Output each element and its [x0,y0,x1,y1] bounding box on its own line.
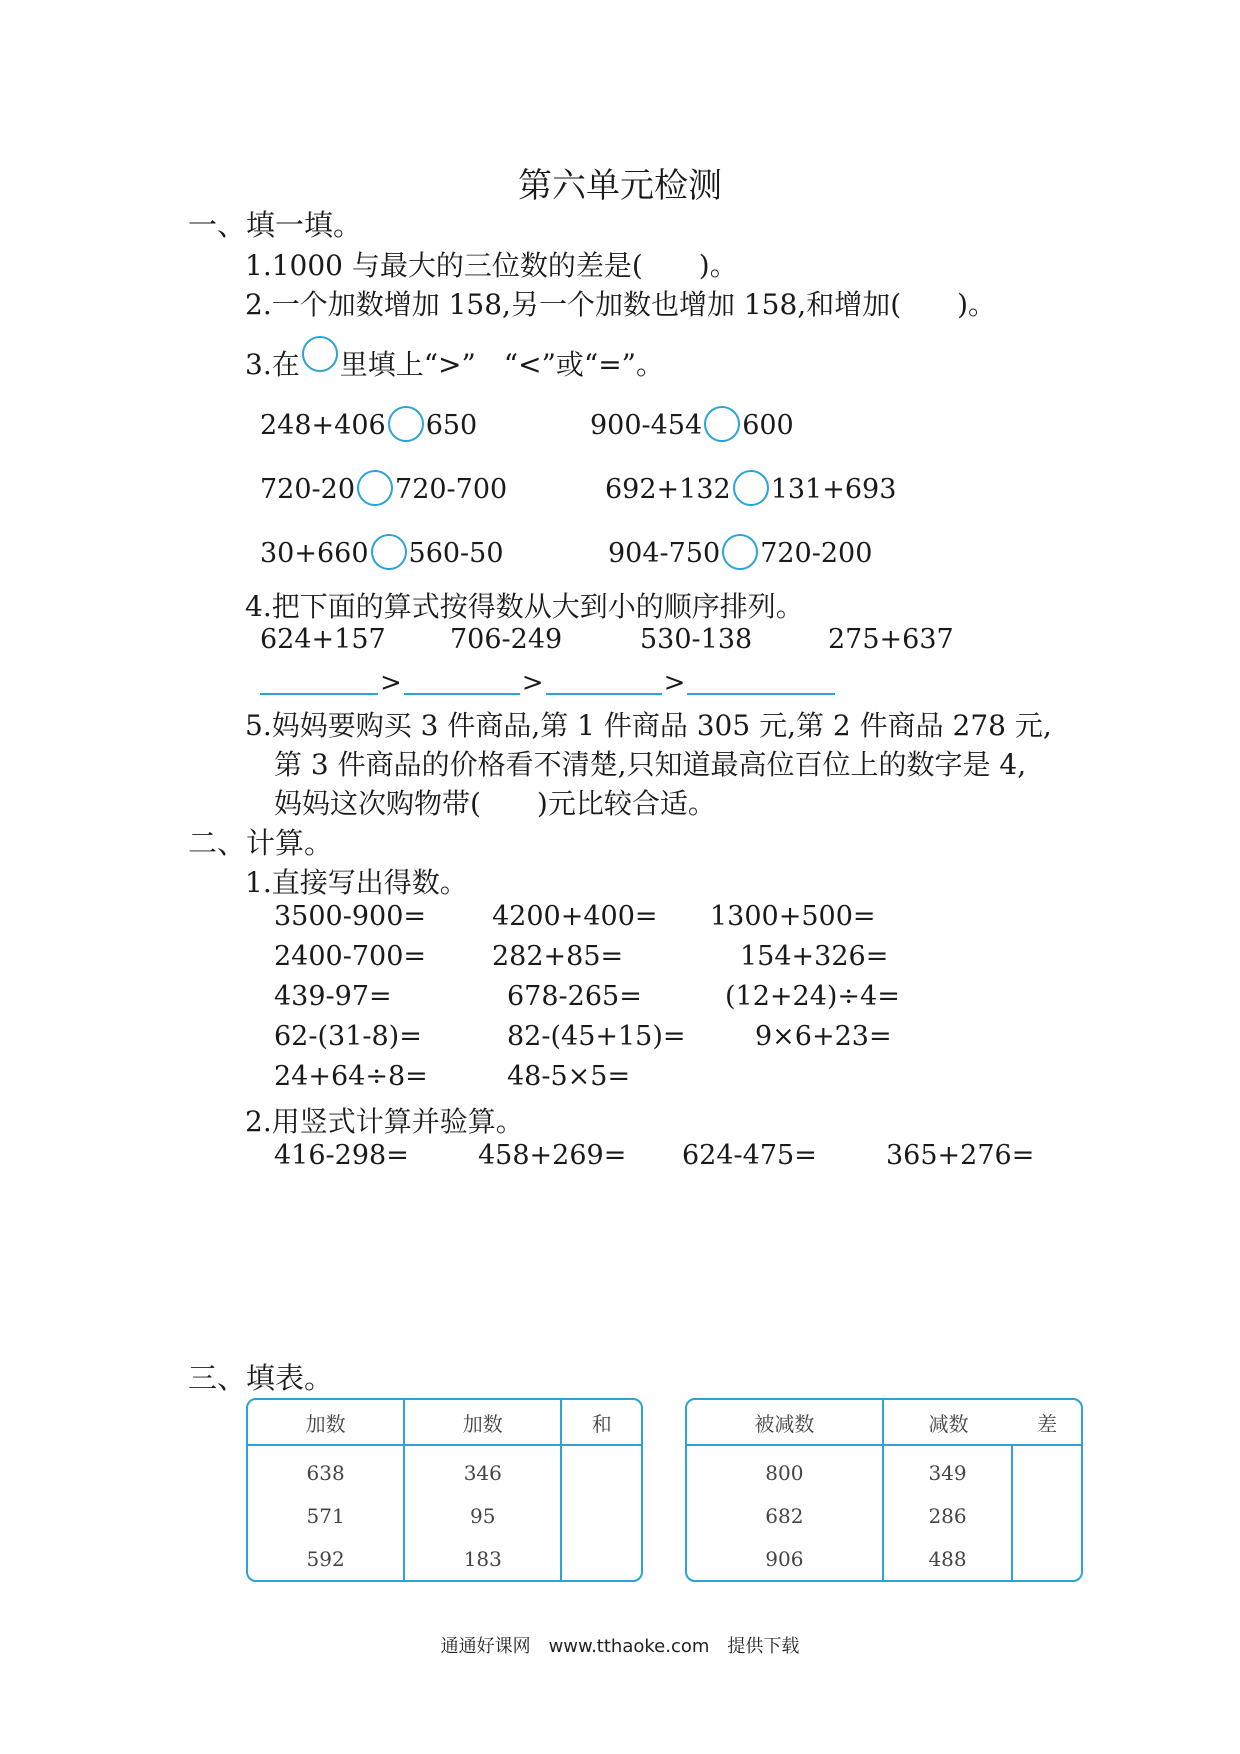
table-cell: 638 [248,1446,405,1494]
calc-item: 154+326= [740,941,889,972]
table-cell: 346 [405,1446,562,1494]
table-cell: 592 [248,1537,405,1580]
calc-item: 282+85= [492,941,624,972]
order-expr: 275+637 [828,624,954,655]
calc-item: 62-(31-8)= [274,1021,422,1052]
calc-item: 48-5×5= [507,1061,631,1092]
order-expr: 530-138 [640,624,753,655]
answer-blank[interactable] [260,665,378,695]
compare-right: 720-200 [760,538,873,569]
compare-left: 248+406 [260,410,386,441]
answer-cell[interactable] [1013,1446,1081,1494]
addition-table [246,1398,643,1582]
table-header: 减数 [884,1400,1014,1446]
compare-circle[interactable] [371,534,407,570]
vertical-calc-item: 458+269= [478,1140,627,1171]
compare-right: 600 [742,410,794,441]
compare-circle[interactable] [357,470,393,506]
answer-blank[interactable] [404,665,520,695]
compare-circle[interactable] [704,406,740,442]
subtraction-table [685,1398,1083,1582]
order-expr: 624+157 [260,624,386,655]
compare-circle[interactable] [388,406,424,442]
compare-item [260,470,507,506]
table-header: 被减数 [687,1400,884,1446]
greater-than-sign: > [521,668,544,698]
q3-prefix: 3.在 [245,348,300,381]
compare-right: 131+693 [770,474,897,505]
compare-left: 900-454 [590,410,703,441]
calc-item: 4200+400= [492,901,658,932]
section1-heading: 一、填一填。 [188,208,363,242]
section2-heading: 二、计算。 [188,826,334,860]
compare-left: 30+660 [260,538,369,569]
compare-circle[interactable] [733,470,769,506]
table-cell: 95 [405,1494,562,1537]
circle-icon [302,336,338,372]
table-cell: 286 [884,1494,1014,1537]
table-cell: 682 [687,1494,884,1537]
compare-item [605,470,896,506]
page-title: 第六单元检测 [518,166,722,206]
calc-item: 82-(45+15)= [507,1021,686,1052]
calc-item: 24+64÷8= [274,1061,428,1092]
table-header: 和 [562,1400,641,1446]
calc-item: 2400-700= [274,941,426,972]
answer-blank[interactable] [546,665,662,695]
table-cell: 571 [248,1494,405,1537]
calc-item: 1300+500= [710,901,876,932]
answer-cell[interactable] [1013,1537,1081,1580]
question-1-5-line1: 5.妈妈要购买 3 件商品,第 1 件商品 305 元,第 2 件商品 278 元, [245,709,1052,742]
section3-heading: 三、填表。 [188,1361,334,1395]
order-expr: 706-249 [450,624,563,655]
footer: 通通好课网 www.tthaoke.com 提供下载 [440,1636,800,1657]
compare-item [260,406,477,442]
greater-than-sign: > [380,668,402,698]
calc-item: 9×6+23= [755,1021,892,1052]
vertical-calc-item: 416-298= [274,1140,409,1171]
question-2-2: 2.用竖式计算并验算。 [245,1105,524,1138]
vertical-calc-item: 624-475= [682,1140,817,1171]
answer-cell[interactable] [562,1446,641,1494]
answer-cell[interactable] [562,1537,641,1580]
vertical-calc-item: 365+276= [886,1140,1035,1171]
question-1-1: 1.1000 与最大的三位数的差是( )。 [245,249,738,282]
question-1-5-line3: 妈妈这次购物带( )元比较合适。 [274,787,716,820]
answer-cell[interactable] [1013,1494,1081,1537]
order-answer-line [260,665,835,698]
question-1-2: 2.一个加数增加 158,另一个加数也增加 158,和增加( )。 [245,288,997,321]
table-header: 加数 [248,1400,405,1446]
question-1-3 [245,336,664,383]
table-header: 差 [1013,1400,1081,1446]
compare-left: 692+132 [605,474,731,505]
compare-item [260,534,504,570]
compare-left: 720-20 [260,474,356,505]
calc-item: 439-97= [274,981,392,1012]
compare-left: 904-750 [608,538,721,569]
compare-right: 650 [425,410,478,441]
table-cell: 349 [884,1446,1014,1494]
table-cell: 183 [405,1537,562,1580]
compare-right: 560-50 [408,538,504,569]
table-cell: 488 [884,1537,1014,1580]
table-cell: 800 [687,1446,884,1494]
compare-item [590,406,794,442]
calc-item: 3500-900= [274,901,426,932]
compare-right: 720-700 [395,474,508,505]
answer-blank[interactable] [687,665,835,695]
question-1-5-line2: 第 3 件商品的价格看不清楚,只知道最高位百位上的数字是 4, [274,748,1027,781]
q3-suffix: 里填上“>” “<”或“=”。 [339,348,664,381]
calc-item: (12+24)÷4= [725,981,900,1012]
question-2-1: 1.直接写出得数。 [245,866,468,899]
compare-item [608,534,872,570]
table-header: 加数 [405,1400,562,1446]
table-cell: 906 [687,1537,884,1580]
calc-item: 678-265= [507,981,642,1012]
greater-than-sign: > [663,668,686,698]
compare-circle[interactable] [722,534,758,570]
question-1-4: 4.把下面的算式按得数从大到小的顺序排列。 [245,590,804,623]
answer-cell[interactable] [562,1494,641,1537]
